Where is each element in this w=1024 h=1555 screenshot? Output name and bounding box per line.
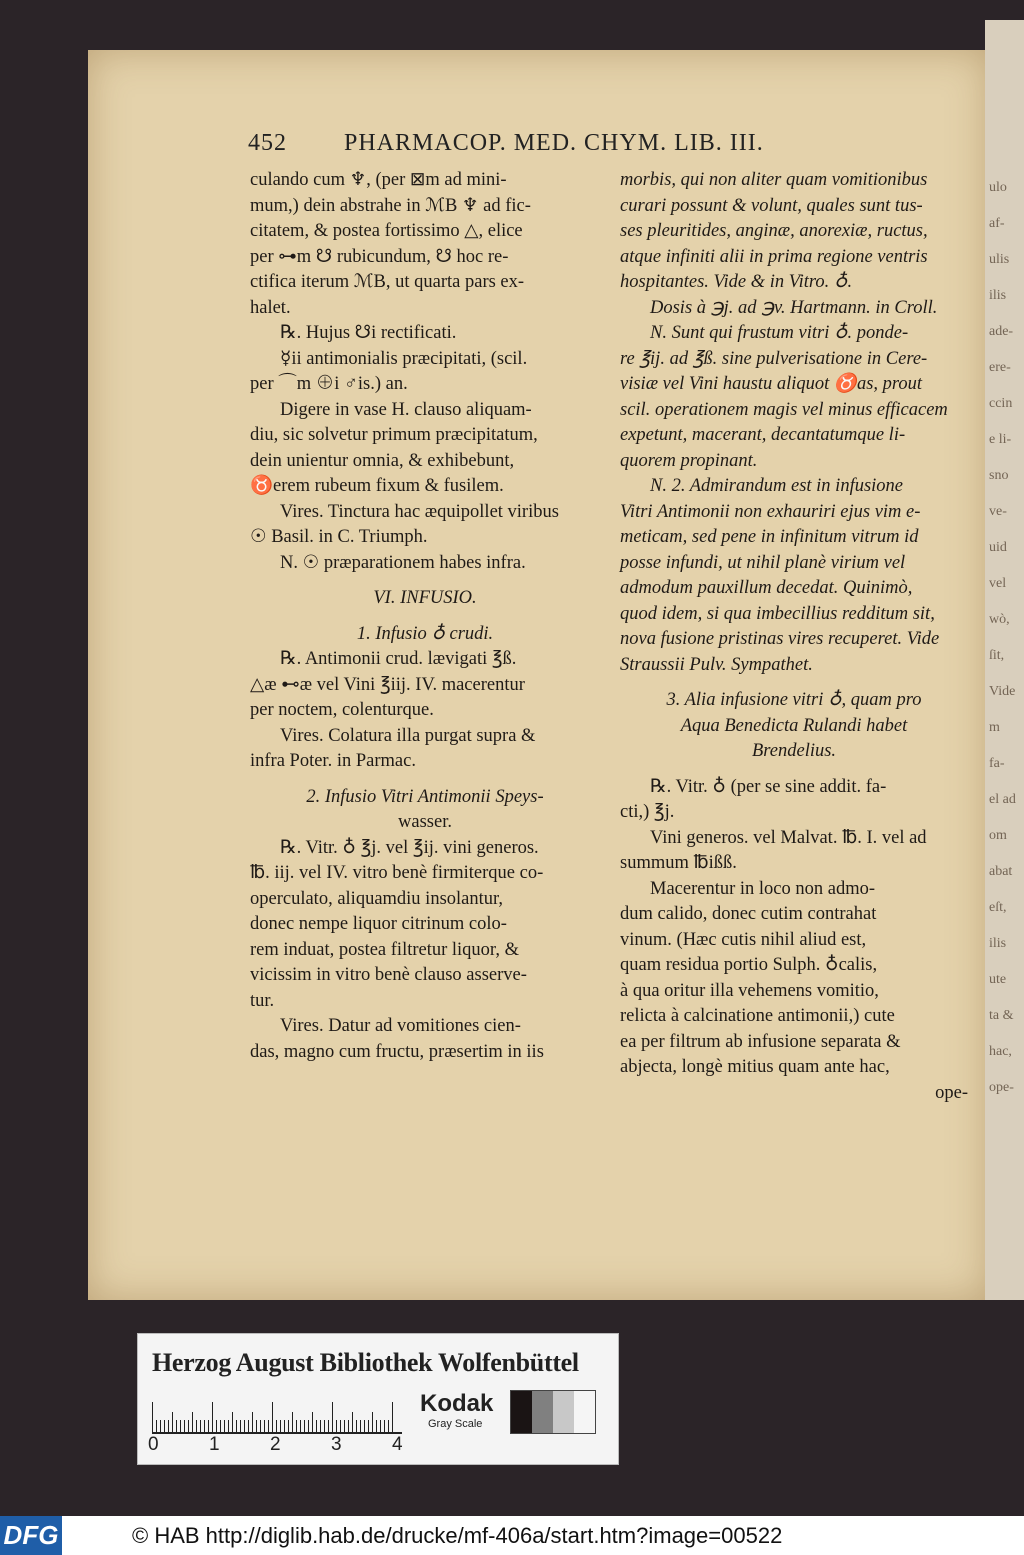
text-line: Vitri Antimonii non exhauriri ejus vim e- [620,501,921,522]
next-page-fragment: e li- [989,432,1012,447]
text-line: halet. [250,297,291,318]
ruler-number: 2 [270,1434,281,1455]
next-page-fragment: sno [989,468,1009,483]
text-line: scil. operationem magis vel minus efficacem [620,399,948,420]
text-line: das, magno cum fructu, præsertim in iis [250,1041,544,1062]
ruler-tick [252,1412,253,1432]
text-line: operculato, aliquamdiu insolantur, [250,888,504,909]
next-page-fragment: ccin [989,396,1013,411]
text-line: Straussii Pulv. Sympathet. [620,654,813,675]
ruler-tick [364,1420,365,1432]
ruler-tick [388,1420,389,1432]
text-line: N. 2. Admirandum est in infusione [650,476,904,496]
text-line: cti,) ℥j. [620,802,675,822]
next-page-fragment: ta & [989,1008,1014,1023]
gray-scale-label: Gray Scale [428,1418,483,1430]
ruler-number: 3 [331,1434,342,1455]
next-page-fragment: Vide [989,684,1016,699]
text-line: tur. [250,990,275,1011]
running-title: PHARMACOP. MED. CHYM. LIB. III. [344,130,764,156]
ruler-number: 4 [392,1434,403,1455]
text-line: N. ☉ præparationem habes infra. [280,552,526,573]
ruler-tick [392,1402,393,1432]
text-line: Dosis à ℈j. ad ℈v. Hartmann. in Croll. [650,297,938,318]
text-line: quam residua portio Sulph. ♁calis, [620,955,878,975]
ruler-tick [188,1420,189,1432]
ruler-tick [152,1402,153,1432]
ruler-tick [312,1412,313,1432]
institution-name: Herzog August Bibliothek Wolfenbüttel [152,1348,579,1377]
ruler-number: 0 [148,1434,159,1455]
text-line: abjecta, longè mitius quam ante hac, [620,1057,890,1077]
text-line: à qua oritur illa vehemens vomitio, [620,980,879,1001]
text-line: Aqua Benedicta Rulandi habet [680,715,908,736]
text-line: morbis, qui non aliter quam vomitionibus [620,170,928,190]
ruler-tick [240,1420,241,1432]
text-line: △æ ⊷æ vel Vini ℥iij. IV. macerentur [250,674,525,695]
text-line: citatem, & postea fortissimo △, elice [250,221,523,241]
library-color-card [137,1333,619,1465]
ruler-tick [300,1420,301,1432]
next-page-fragment: ulo [989,180,1007,195]
text-line: culando cum ♆, (per ⊠m ad mini- [250,170,507,190]
next-page-fragment: ute [989,972,1007,987]
next-page-fragment: ope- [989,1080,1014,1095]
text-line: Macerentur in loco non admo- [650,878,876,899]
text-line: atque infiniti alii in prima regione ventris [620,246,928,267]
text-line: ope- [935,1082,968,1103]
next-page-fragment: vel [989,576,1007,591]
ruler-tick [304,1420,305,1432]
text-line: meticam, sed pene in infinitum vitrum id [620,527,919,547]
ruler-tick [384,1420,385,1432]
text-line: Vires. Tinctura hac æquipollet viribus [280,501,559,522]
ruler-tick [228,1420,229,1432]
text-line: summum ℔ißß. [620,853,737,873]
text-line: ea per filtrum ab infusione separata & [620,1031,901,1052]
text-line: ℞. Antimonii crud. lævigati ℥ß. [280,649,517,669]
next-page-fragment: ſit, [989,648,1005,663]
gray-swatch [532,1391,553,1433]
text-line: 2. Infusio Vitri Antimonii Speys- [306,786,544,807]
text-line: posse infundi, ut nihil planè virium vel [620,552,906,573]
next-page-fragment: ve- [989,504,1007,519]
ruler-tick [280,1420,281,1432]
ruler-tick [260,1420,261,1432]
text-line: rem induat, postea filtretur liquor, & [250,939,519,960]
ruler-tick [368,1420,369,1432]
text-line: donec nempe liquor citrinum colo- [250,914,507,934]
text-line: dum calido, donec cutim contrahat [620,904,877,924]
text-line: ☿ii antimonialis præcipitati, (scil. [280,348,528,369]
ruler-tick [276,1420,277,1432]
ruler-tick [164,1420,165,1432]
text-line: 1. Infusio ♁ crudi. [356,623,494,644]
ruler-tick [184,1420,185,1432]
gray-swatch [574,1391,595,1433]
ruler-tick [328,1420,329,1432]
ruler-tick [316,1420,317,1432]
ruler-tick [196,1420,197,1432]
text-line: ses pleuritides, anginæ, anorexiæ, ructus, [620,221,928,241]
next-page-fragment: m [989,720,1000,735]
text-line: quorem propinant. [620,450,758,471]
gray-swatch [511,1391,532,1433]
ruler-tick [288,1420,289,1432]
ruler-tick [348,1420,349,1432]
ruler-number: 1 [209,1434,220,1455]
ruler-tick [336,1420,337,1432]
text-line: ☉ Basil. in C. Triumph. [250,527,428,547]
text-line: infra Poter. in Parmac. [250,751,416,771]
ruler-tick [292,1412,293,1432]
text-line: ctifica iterum ℳB, ut quarta pars ex- [250,272,525,292]
text-line: ℞. Vitr. ♁ (per se sine addit. fa- [650,776,887,797]
ruler-tick [180,1420,181,1432]
ruler-tick [156,1420,157,1432]
text-line: Brendelius. [751,741,837,761]
next-page-fragment: eſt, [989,900,1007,915]
text-line: visiæ vel Vini haustu aliquot ♉as, prout [620,374,923,394]
text-line: ℞. Hujus ☋i rectificati. [280,323,457,343]
next-page-fragment: uid [989,540,1007,555]
footer-bar [0,1516,1024,1555]
text-line: hospitantes. Vide & in Vitro. ♁. [620,272,853,292]
text-line: diu, sic solvetur primum præcipitatum, [250,425,538,445]
next-page-fragment: el ad [989,792,1016,807]
gray-swatch [553,1391,574,1433]
text-line: wasser. [398,812,452,832]
next-page-fragment: wò, [989,612,1010,627]
text-line: Vires. Colatura illa purgat supra & [280,725,536,746]
dfg-logo: DFG [0,1516,62,1555]
text-line: VI. INFUSIO. [373,588,477,608]
ruler-tick [200,1420,201,1432]
ruler-tick [320,1420,321,1432]
next-page-fragment: hac, [989,1044,1012,1059]
ruler-tick [308,1420,309,1432]
text-line: ♉erem rubeum fixum & fusilem. [250,476,504,496]
text-line: ℔. iij. vel IV. vitro benè firmiterque co- [250,863,544,883]
text-line: vicissim in vitro benè clauso asserve- [250,965,527,985]
ruler-tick [232,1412,233,1432]
ruler-tick [264,1420,265,1432]
page-number: 452 [248,130,287,156]
ruler-tick [212,1402,213,1432]
ruler-tick [356,1420,357,1432]
ruler-tick [216,1420,217,1432]
next-page-fragment: fa- [989,756,1005,771]
ruler-tick [168,1420,169,1432]
next-page-fragment: ade- [989,324,1014,339]
text-line: dein unientur omnia, & exhibebunt, [250,450,515,471]
next-page-fragment: af- [989,216,1005,231]
ruler-tick [284,1420,285,1432]
next-page-fragment: ilis [989,936,1007,951]
ruler-tick [352,1412,353,1432]
text-line: ℞. Vitr. ♁ ℥j. vel ℥ij. vini generos. [280,837,539,858]
next-page-fragment: om [989,828,1007,843]
ruler-tick [176,1420,177,1432]
ruler-tick [208,1420,209,1432]
text-line: vinum. (Hæc cutis nihil aliud est, [620,929,867,950]
ruler-tick [332,1402,333,1432]
ruler-tick [376,1420,377,1432]
left-text-column [250,168,600,1065]
next-page-fragment: ere- [989,360,1011,375]
next-page-fragment: ulis [989,252,1010,267]
text-line: per ⌒m ⊕i ♂is.) an. [250,374,408,394]
page-header [248,130,948,157]
ruler-tick [340,1420,341,1432]
text-line: curari possunt & volunt, quales sunt tus- [620,195,923,216]
ruler-tick [248,1420,249,1432]
text-line: Digere in vase H. clauso aliquam- [280,399,532,420]
scale-ruler [152,1400,402,1434]
text-line: Vini generos. vel Malvat. ℔. I. vel ad [650,827,927,848]
text-line: admodum pauxillum decedat. Quinimò, [620,578,913,598]
copyright-link[interactable]: © HAB http://diglib.hab.de/drucke/mf-406a/start.htm?image=00522 [132,1523,783,1548]
text-line: re ℥ij. ad ℥ß. sine pulverisatione in Cere- [620,348,928,369]
ruler-tick [244,1420,245,1432]
ruler-tick [360,1420,361,1432]
ruler-tick [172,1412,173,1432]
ruler-tick [236,1420,237,1432]
ruler-tick [204,1420,205,1432]
next-page-edge [985,20,1024,1300]
next-page-fragment: ilis [989,288,1007,303]
ruler-tick [256,1420,257,1432]
text-line: mum,) dein abstrahe in ℳB ♆ ad fic- [250,195,531,216]
text-line: quod idem, si qua imbecillius redditum sit, [620,603,935,624]
right-text-column [620,168,968,1106]
text-line: nova fusione pristinas vires recuperet. Vide [620,629,940,649]
ruler-tick [220,1420,221,1432]
kodak-logo: Kodak [420,1390,494,1417]
text-line: per noctem, colenturque. [250,700,434,720]
text-line: 3. Alia infusione vitri ♁, quam pro [666,690,922,710]
ruler-tick [192,1412,193,1432]
ruler-tick [344,1420,345,1432]
ruler-tick [160,1420,161,1432]
ruler-tick [372,1412,373,1432]
ruler-tick [324,1420,325,1432]
text-line: N. Sunt qui frustum vitri ♁. ponde- [650,323,909,343]
text-line: relicta à calcinatione antimonii,) cute [620,1006,895,1026]
next-page-fragment: abat [989,864,1013,879]
ruler-tick [268,1420,269,1432]
text-line: Vires. Datur ad vomitiones cien- [280,1016,521,1036]
ruler-tick [272,1402,273,1432]
ruler-tick [224,1420,225,1432]
text-line: expetunt, macerant, decantatumque li- [620,425,906,445]
ruler-tick [296,1420,297,1432]
gray-scale-swatches [510,1390,596,1434]
ruler-tick [380,1420,381,1432]
text-line: per ⊶m ☋ rubicundum, ☋ hoc re- [250,246,509,267]
